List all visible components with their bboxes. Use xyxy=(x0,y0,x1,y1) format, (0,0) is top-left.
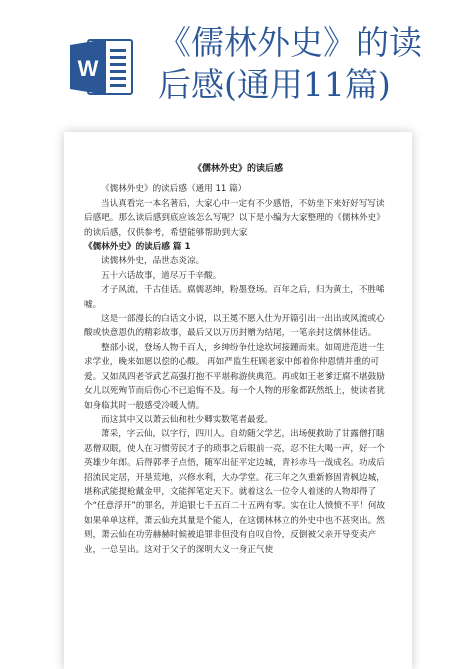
paragraph: 当认真看完一本名著后，大家心中一定有不少感悟，不妨坐下来好好写写读后感吧。那么读后感到底应该怎么写呢？以下是小编为大家整理的《儒林外史》的读后感，仅供参考，希望能够帮助到大家 xyxy=(84,198,385,238)
paragraph: 而这其中又以萧云仙和杜少卿实数笔者最爱。 xyxy=(101,414,273,425)
banner-title-line2: 后感(通用11篇) xyxy=(158,65,391,104)
section-heading: 《儒林外史》的读后感 篇 1 xyxy=(84,242,191,253)
paragraph: 才子风流，千古佳话。腐儒恶绅，粉墨登场。百年之后，归为黄土，不胜唏嘘。 xyxy=(84,285,385,310)
banner-title xyxy=(158,22,458,106)
paragraph: 萧采，字云仙，以字行，四川人。自幼随父学艺，出场便救助了甘露僧打瞎恶僧双眼，使人在习惯劳民才子的琐事之后眼前一亮，忍不住大喝一声，好一个英雄少年郎。后得郭孝子点悟，随军出征平定边城，青衫赤马一战成名。功成后招流民定居，开垦荒地，兴修水利，大办学堂。花三年之久重新修固青枫边城，堪称武能提枪戴金甲，文能挥笔定天下。就着这么一位令人着迷的人物却得了个“任意浮开”的罪名，并追银七千五百二十五两有零。实在让人愤愤不平！何故如果单单这样，萧云仙充其量是个能人，在这儒林林立的外史中也不甚突出。然则，萧云仙在功劳赫赫时候被追罪非但没有自叹自怜，反倒被父亲开导变卖产业，一总呈出。这对于父子的深明大义一身正气使 xyxy=(84,429,386,555)
document-page xyxy=(64,132,412,669)
word-document-icon xyxy=(70,38,136,96)
banner-title-line1: 《儒林外史》的读 xyxy=(158,23,422,62)
paragraph: 整部小说，登场人物千百人，乡绅纷争仕途坎坷接踵而来。如周进范进一生求学业，晚来如愿以偿的心酸。 再如严监生枉顾老家中郎着你仲恩情并重的可爱。又如凤四老爷武艺高强打抱不平堪称游侠典范。再或如王老爹迂腐不堪鼓励女儿以死殉节而后伤心不已追悔不及。每一个人物的形象都跃然纸上，使读者犹如身临其时一般感受冷暖人情。 xyxy=(84,342,385,411)
word-icon-letter: W xyxy=(77,56,99,81)
paragraph: 《儒林外史》的读后感（通用 11 篇） xyxy=(101,184,247,195)
paragraph: 五十六话故事，道尽万千辛酸。 xyxy=(101,270,222,281)
document-body xyxy=(84,162,392,557)
paragraph: 读儒林外史，品世态炎凉。 xyxy=(101,256,205,267)
document-title: 《儒林外史》的读后感 xyxy=(192,164,283,174)
paragraph: 这是一部漫长的白话文小说，以王冕不愿入仕为开篇引出一出出或风流或心酸或快意恩仇的精彩故事，最后又以万历封赠为结尾，一笔亲封这儒林佳话。 xyxy=(84,314,385,339)
paragraph-list xyxy=(84,182,392,557)
banner xyxy=(0,0,474,130)
